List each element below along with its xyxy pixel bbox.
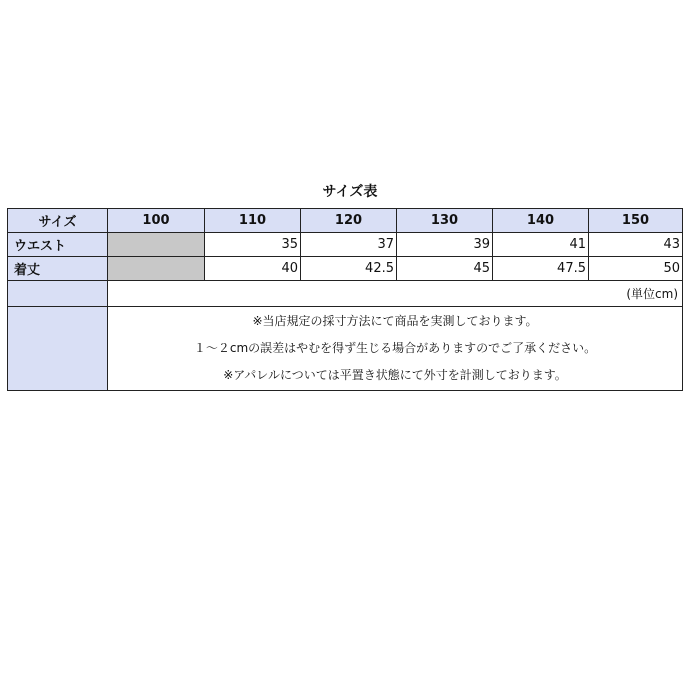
empty-cell [108,257,205,281]
size-table [7,208,683,391]
unit-label: (単位cm) [108,281,683,307]
header-cell-100: 100 [108,209,205,233]
header-cell-150: 150 [589,209,683,233]
note-line-measurement: ※当店規定の採寸方法にて商品を実測しております。 [252,314,538,328]
notes-row-label-cell [8,307,108,391]
empty-cell [108,233,205,257]
note-line-tolerance: １～２cmの誤差はやむを得ず生じる場合がありますのでご了承ください。 [193,341,597,355]
table-row-waist [8,233,683,257]
value-cell: 37 [301,233,397,257]
value-cell: 40 [205,257,301,281]
notes-cell [108,307,683,391]
value-cell: 43 [589,233,683,257]
value-cell: 39 [397,233,493,257]
row-label-length: 着丈 [8,257,108,281]
header-cell-120: 120 [301,209,397,233]
unit-row-label-cell [8,281,108,307]
unit-row [8,281,683,307]
value-cell: 47.5 [493,257,589,281]
notes-row [8,307,683,391]
note-line-apparel: ※アパレルについては平置き状態にて外寸を計測しております。 [223,368,567,382]
value-cell: 41 [493,233,589,257]
header-cell-110: 110 [205,209,301,233]
header-row [8,209,683,233]
size-table-title: サイズ表 [322,184,378,200]
table-row-length [8,257,683,281]
header-cell-size: サイズ [8,209,108,233]
value-cell: 35 [205,233,301,257]
value-cell: 42.5 [301,257,397,281]
value-cell: 50 [589,257,683,281]
value-cell: 45 [397,257,493,281]
row-label-waist: ウエスト [8,233,108,257]
header-cell-130: 130 [397,209,493,233]
header-cell-140: 140 [493,209,589,233]
